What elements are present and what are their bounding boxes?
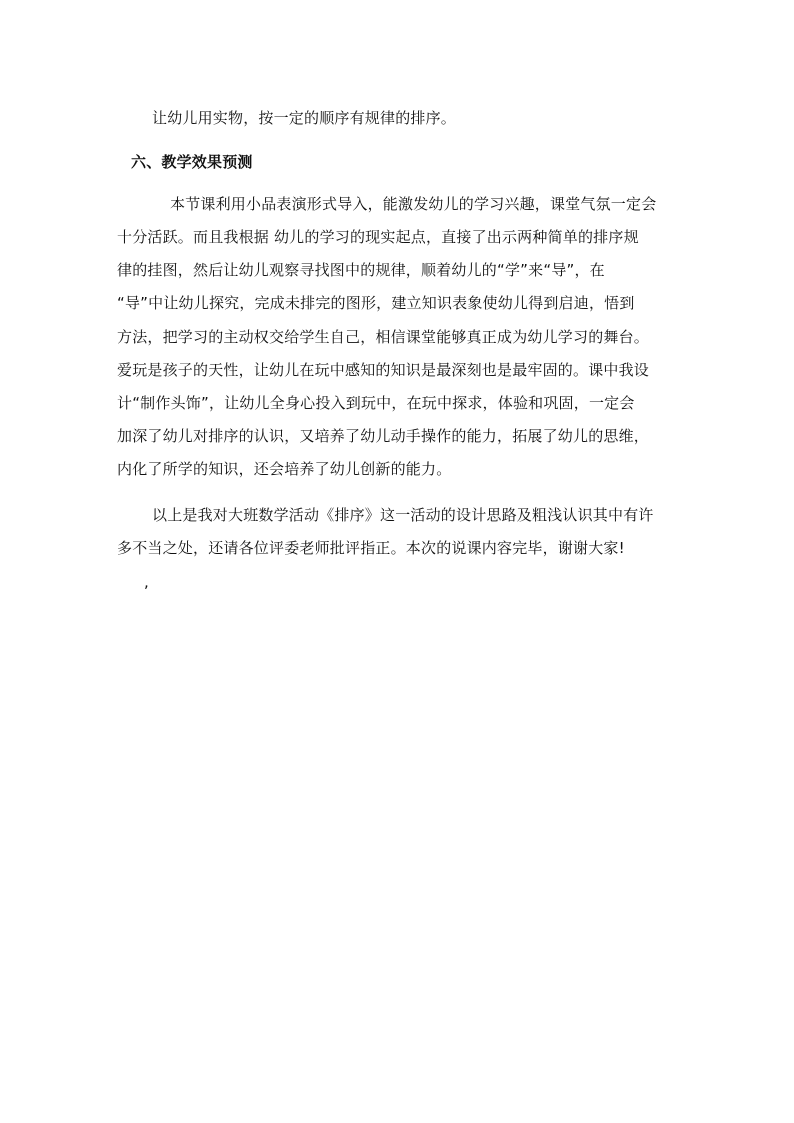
paragraph-2-line-1: 本节课利用小品表演形式导入，能激发幼儿的学习兴趣，课堂气氛一定会 bbox=[170, 195, 657, 213]
section-heading: 六、教学效果预测 bbox=[131, 153, 253, 171]
paragraph-2-line-8: 加深了幼儿对排序的认识，又培养了幼儿动手操作的能力，拓展了幼儿的思维， bbox=[117, 427, 650, 445]
paragraph-2-line-9: 内化了所学的知识，还会培养了幼儿创新的能力。 bbox=[117, 460, 452, 478]
paragraph-2-line-4: “导”中让幼儿探究，完成未排完的图形，建立知识表象使幼儿得到启迪，悟到 bbox=[117, 294, 635, 312]
stray-mark: , bbox=[144, 573, 149, 591]
paragraph-1-line-1: 让幼儿用实物，按一定的顺序有规律的排序。 bbox=[152, 109, 457, 127]
paragraph-2-line-6: 爱玩是孩子的天性，让幼儿在玩中感知的知识是最深刻也是最牢固的。课中我设 bbox=[117, 361, 650, 379]
paragraph-3-line-1: 以上是我对大班数学活动《排序》这一活动的设计思路及粗浅认识其中有许 bbox=[152, 506, 654, 524]
paragraph-3-line-2: 多不当之处，还请各位评委老师批评指正。本次的说课内容完毕，谢谢大家! bbox=[117, 539, 625, 557]
paragraph-2-line-3: 律的挂图，然后让幼儿观察寻找图中的规律，顺着幼儿的“学”来“导”，在 bbox=[117, 261, 605, 279]
paragraph-2-line-7: 计“制作头饰”，让幼儿全身心投入到玩中，在玩中探求，体验和巩固，一定会 bbox=[117, 394, 635, 412]
paragraph-2-line-5: 方法，把学习的主动权交给学生自己，相信课堂能够真正成为幼儿学习的舞台。 bbox=[117, 328, 650, 346]
paragraph-2-line-2: 十分活跃。而且我根据 幼儿的学习的现实起点，直接了出示两种简单的排序规 bbox=[117, 228, 639, 246]
